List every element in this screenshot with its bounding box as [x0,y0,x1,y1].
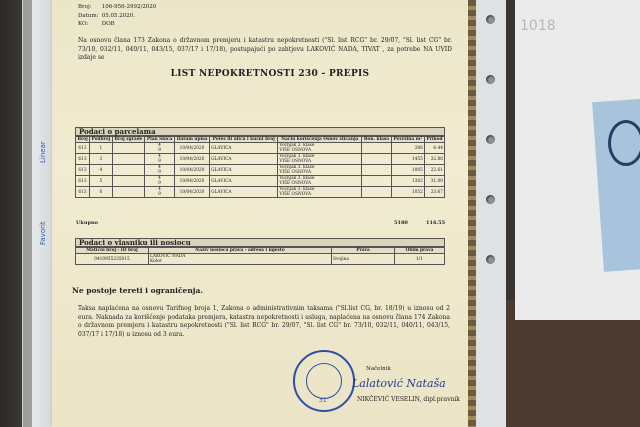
owner-cell-obim: 1/1 [395,254,445,265]
parcel-cell-broj: 613 [76,187,90,198]
handwritten-signature: Lalatović Nataša [352,377,446,390]
no-burden-note: Ne postoje tereti i ograničenja. [72,286,203,295]
parcel-cell-povrsina: 1052 [391,187,424,198]
parcel-cell-zgrada [112,165,145,176]
binder-ring-icon [486,255,495,264]
owners-heading: Podaci o vlasniku ili nosiocu [75,238,445,247]
signer-name: NIKČEVIĆ VESELIN, dipl.pravnik [357,396,460,403]
col-zgrada: Broj zgrade [112,137,145,143]
parcel-cell-datum: 10/04/2020 [174,165,209,176]
parcel-cell-zgrada [112,143,145,154]
binder-ring-icon [486,75,495,84]
parcel-cell-klasa [362,176,392,187]
parcel-cell-broj: 613 [76,143,90,154]
sleeve-brand-label-top: Linear [39,141,47,163]
parcel-cell-potes: GLAVICA [210,176,278,187]
parcel-cell-klasa [362,187,392,198]
parcel-cell-prihod: 32.86 [424,154,444,165]
parcel-cell-povrsina: 1382 [391,176,424,187]
parcel-cell-potes: GLAVICA [210,187,278,198]
fee-paragraph: Taksa naplaćena na osnovu Tarifnog broja 1, Zakona o administrativnim taksama ("Sl.list CG, br. 18/19) u iznosu od 2 eura. Naknada za korišćenje podataka premjera, katastra nepokretnosti i usluga, naplaćena na osnovu člana 174 Zakona o državnom premjeru i katastru nepokretnosti ("Sl. list RCG" br. 29/07, "Sl. list CG" br. 73/10, 032/11, 040/11, 043/15, 037/17 i 17/18) u iznosu od 3 eura. [78,305,450,338]
parcel-cell-zgrada [112,176,145,187]
binder-ring-icon [486,15,495,24]
parcel-cell-plan: 4 9 [145,187,175,198]
table-row [76,165,445,176]
parcel-cell-nacin: Voćnjak 3. klase VIŠE OSNOVA [278,143,362,154]
parcel-cell-podbroj: 3 [89,154,112,165]
intro-paragraph: Na osnovu člana 173 Zakona o državnom premjeru i katastru nepokretnosti ("Sl. list RCG" br. 29/07, "Sl. list CG" br. 73/10, 032/11, 040/11, 043/15, 037/17 i 17/18), postupajući po zahtjevu LAKOVIĆ NADA, TIVAT , za potrebe NA UVID izdaje se [78,37,452,61]
parcel-cell-nacin: Voćnjak 3. klase VIŠE OSNOVA [278,154,362,165]
parcel-cell-datum: 10/04/2020 [174,143,209,154]
binder-ring-icon [486,135,495,144]
meta-row-date: Datum: 05.05.2020. [78,13,135,19]
binder-edge-stripe [468,0,476,427]
sleeve-brand-label-bottom: Favorit [39,221,47,245]
parcel-cell-broj: 613 [76,176,90,187]
parcel-cell-plan: 4 9 [145,154,175,165]
parcel-cell-povrsina: 1005 [391,165,424,176]
parcels-total-area: 5180 [394,220,408,226]
parcel-cell-broj: 613 [76,154,90,165]
parcel-cell-plan: 4 9 [145,143,175,154]
col-broj: Broj [77,137,88,142]
col-klasa: Bon. klasa [362,137,392,143]
card-logo-icon [608,120,640,166]
table-row [76,187,445,198]
parcel-cell-datum: 10/04/2020 [174,154,209,165]
parcels-table [75,136,445,198]
parcel-cell-potes: GLAVICA [210,143,278,154]
parcel-cell-potes: GLAVICA [210,165,278,176]
parcel-cell-podbroj: 1 [89,143,112,154]
col-obim: Obim prava [395,248,445,254]
table-row [76,154,445,165]
parcel-cell-podbroj: 4 [89,165,112,176]
parcels-total-label: Ukupno [76,220,98,226]
col-datum: Datum upisa [174,137,209,143]
parcel-cell-nacin: Voćnjak 3. klase VIŠE OSNOVA [278,165,362,176]
col-prava: Prava [332,248,395,254]
document-page [52,0,470,427]
parcels-heading: Podaci o parcelama [75,127,445,136]
meta-row-ko: KO: DOB [78,21,115,27]
parcel-cell-prihod: 31.00 [424,176,444,187]
col-prihod: Prihod [426,137,443,142]
meta-row-number: Broj: 106-956-2992/2020 [78,4,157,10]
parcel-cell-nacin: Voćnjak 3. klase VIŠE OSNOVA [278,176,362,187]
parcel-cell-prihod: 22.61 [424,165,444,176]
parcel-cell-prihod: 6.44 [424,143,444,154]
table-row [76,143,445,154]
parcel-cell-klasa [362,154,392,165]
parcel-cell-plan: 4 9 [145,165,175,176]
col-plan: Plan Skica [145,137,175,143]
owners-table [75,247,445,265]
background-note-text: 1018 [520,18,556,34]
parcel-cell-plan: 4 9 [145,176,175,187]
parcels-total-income: 116.55 [426,220,446,226]
binder-ring-icon [486,195,495,204]
document-title: LIST NEPOKRETNOSTI 230 - PREPIS [170,69,370,79]
parcel-cell-broj: 613 [76,165,90,176]
col-potes: Potes ili ulica i kućni broj [210,137,278,143]
sleeve-tab-strip [32,0,54,427]
col-povrsina: Površina m² [391,137,424,143]
parcel-cell-datum: 10/04/2020 [174,176,209,187]
col-nacin: Način korišćenja Osnov sticanja [278,137,362,143]
stamp-emblem-icon [306,363,342,399]
table-row [76,254,445,265]
parcel-cell-podbroj: 5 [89,176,112,187]
signature-label: Načelnik [366,366,391,372]
parcel-cell-zgrada [112,187,145,198]
parcel-cell-zgrada [112,154,145,165]
parcel-cell-nacin: Voćnjak 3. klase VIŠE OSNOVA [278,187,362,198]
parcel-cell-klasa [362,165,392,176]
col-podbroj: Podbroj [89,137,112,143]
parcel-cell-datum: 10/04/2020 [174,187,209,198]
parcel-cell-povrsina: 1455 [391,154,424,165]
owner-cell-name: LAKOVIĆ NADA Kotor [149,254,332,265]
parcel-cell-podbroj: 6 [89,187,112,198]
binder-spine [476,0,506,427]
parcel-cell-povrsina: 286 [391,143,424,154]
owner-cell-id: 0410955235015 [76,254,149,265]
owner-cell-prava: Svojina [332,254,395,265]
stamp-number: 31 [319,397,327,404]
parcel-cell-potes: GLAVICA [210,154,278,165]
parcel-cell-prihod: 23.67 [424,187,444,198]
col-id: Matični broj - ID broj [76,248,149,254]
parcel-cell-klasa [362,143,392,154]
col-name: Naziv nosioca prava - adresa i mjesto [149,248,332,254]
table-row [76,176,445,187]
